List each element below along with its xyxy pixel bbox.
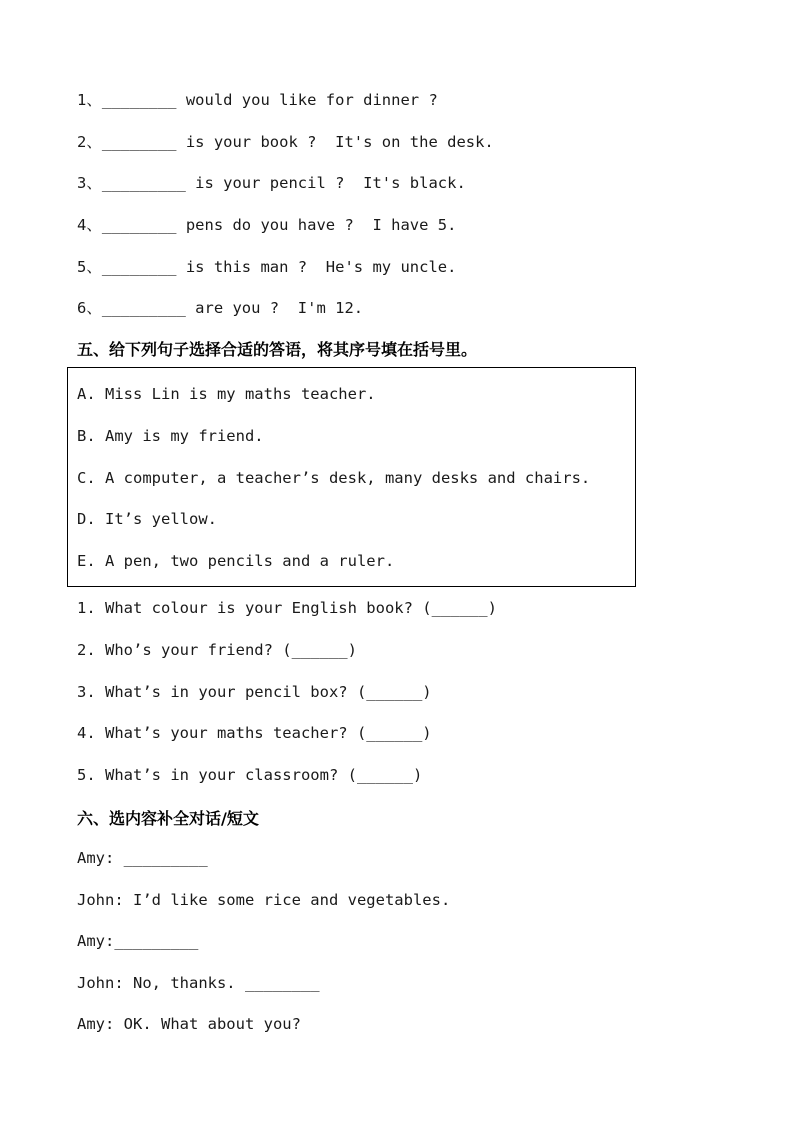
fill-question-6: 6、_________ are you ? I'm 12. — [77, 299, 364, 317]
match-question-1: 1. What colour is your English book? (______) — [77, 599, 497, 617]
dialogue-line-4: John: No, thanks. ________ — [77, 974, 320, 992]
answer-option-d: D. It’s yellow. — [77, 510, 217, 528]
answer-option-e: E. A pen, two pencils and a ruler. — [77, 552, 395, 570]
answer-option-c: C. A computer, a teacher’s desk, many desks and chairs. — [77, 469, 591, 487]
section-6-heading: 六、选内容补全对话/短文 — [77, 809, 259, 828]
fill-question-3: 3、_________ is your pencil ? It's black. — [77, 174, 466, 192]
answer-option-b: B. Amy is my friend. — [77, 427, 264, 445]
fill-question-1: 1、________ would you like for dinner ? — [77, 91, 438, 109]
fill-question-5: 5、________ is this man ? He's my uncle. — [77, 258, 457, 276]
match-question-4: 4. What’s your maths teacher? (______) — [77, 724, 432, 742]
section-5-heading: 五、给下列句子选择合适的答语，将其序号填在括号里。 — [77, 340, 478, 359]
fill-question-2: 2、________ is your book ? It's on the desk. — [77, 133, 494, 151]
match-question-3: 3. What’s in your pencil box? (______) — [77, 683, 432, 701]
fill-question-4: 4、________ pens do you have ? I have 5. — [77, 216, 457, 234]
dialogue-line-1: Amy: _________ — [77, 849, 208, 867]
match-question-5: 5. What’s in your classroom? (______) — [77, 766, 423, 784]
match-question-2: 2. Who’s your friend? (______) — [77, 641, 357, 659]
answer-option-a: A. Miss Lin is my maths teacher. — [77, 385, 376, 403]
dialogue-line-3: Amy:_________ — [77, 932, 199, 950]
dialogue-line-5: Amy: OK. What about you? — [77, 1015, 301, 1033]
dialogue-line-2: John: I’d like some rice and vegetables. — [77, 891, 451, 909]
